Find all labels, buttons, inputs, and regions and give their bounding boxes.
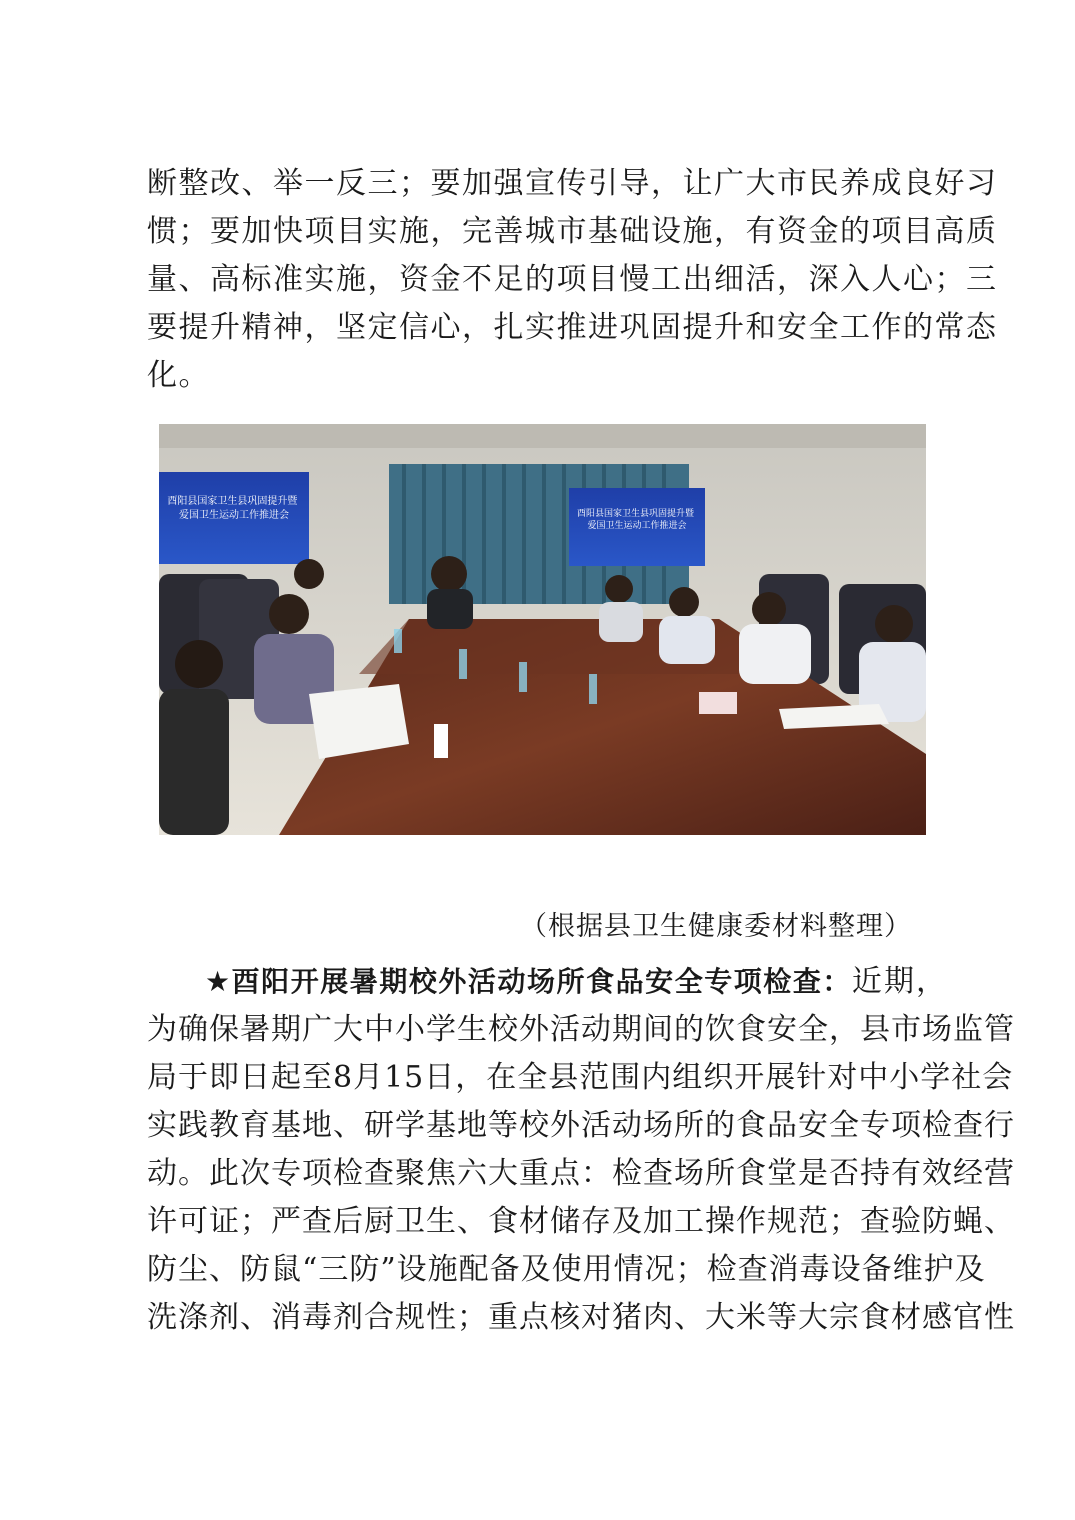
screen-left-line-2: 爱国卫生运动工作推进会 bbox=[179, 510, 289, 521]
paragraph-line: 断整改、举一反三；要加强宣传引导，让广大市民养成良好习 bbox=[147, 166, 998, 201]
article-first-line bbox=[147, 958, 947, 1006]
article-lead: 近期， bbox=[851, 964, 947, 999]
screen-right-line-2: 爱国卫生运动工作推进会 bbox=[587, 521, 687, 531]
article-line: 动。此次专项检查聚焦六大重点：检查场所食堂是否持有效经营 bbox=[147, 1156, 1015, 1191]
article-line: 局于即日起至8月15日，在全县范围内组织开展针对中小学社会 bbox=[147, 1060, 1014, 1095]
article-line: 洗涤剂、消毒剂合规性；重点核对猪肉、大米等大宗食材感官性 bbox=[147, 1300, 1015, 1335]
top-paragraph bbox=[147, 160, 998, 400]
news-article bbox=[147, 958, 1015, 1342]
screen-right-line-1: 酉阳县国家卫生县巩固提升暨 bbox=[577, 509, 695, 519]
paragraph-line: 惯；要加快项目实施，完善城市基础设施，有资金的项目高质 bbox=[147, 214, 998, 249]
source-caption: （根据县卫生健康委材料整理） bbox=[520, 911, 912, 942]
article-line: 实践教育基地、研学基地等校外活动场所的食品安全专项检查行 bbox=[147, 1108, 1015, 1143]
paragraph-line: 化。 bbox=[147, 358, 210, 393]
article-line: 许可证；严查后厨卫生、食材储存及加工操作规范；查验防蝇、 bbox=[147, 1204, 1015, 1239]
screen-left-line-1: 酉阳县国家卫生县巩固提升暨 bbox=[167, 496, 298, 507]
paragraph-line: 要提升精神，坚定信心，扎实推进巩固提升和安全工作的常态 bbox=[147, 310, 998, 345]
article-line: 为确保暑期广大中小学生校外活动期间的饮食安全，县市场监管 bbox=[147, 1012, 1015, 1047]
paragraph-line: 量、高标准实施，资金不足的项目慢工出细活，深入人心；三 bbox=[147, 262, 998, 297]
article-line: 防尘、防鼠“三防”设施配备及使用情况；检查消毒设备维护及 bbox=[147, 1252, 986, 1287]
meeting-photo bbox=[159, 424, 926, 835]
article-heading: ★酉阳开展暑期校外活动场所食品安全专项检查： bbox=[205, 965, 852, 998]
